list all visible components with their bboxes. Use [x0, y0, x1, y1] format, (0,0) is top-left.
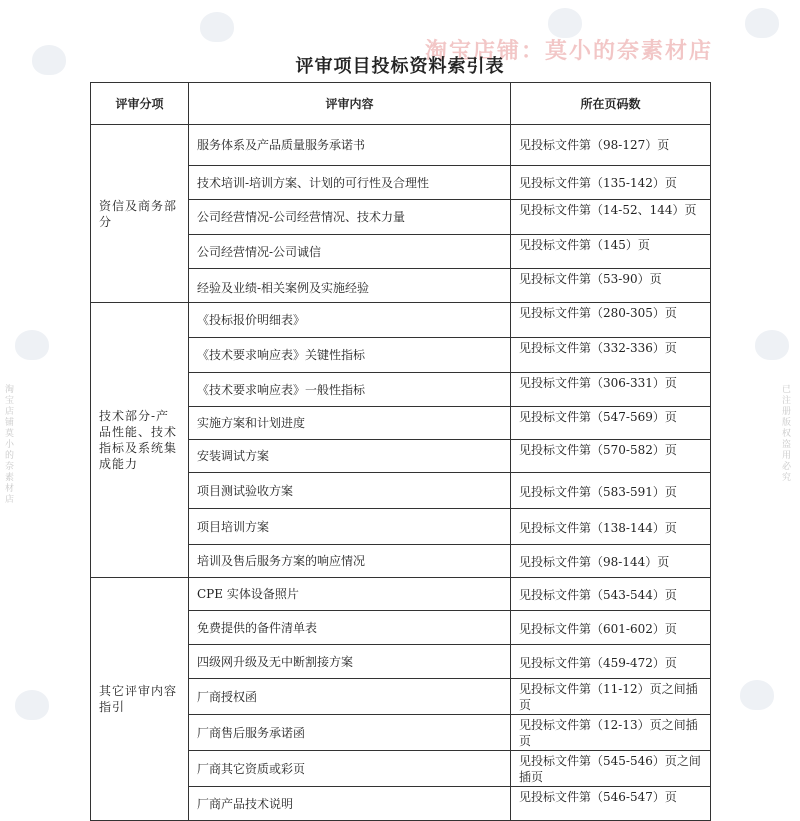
index-table [90, 82, 711, 821]
page-cell: 见投标文件第（138-144）页 [511, 509, 711, 545]
page-cell: 见投标文件第（11-12）页之间插页 [511, 679, 711, 715]
elephant-logo-icon [745, 8, 779, 38]
elephant-logo-icon [15, 690, 49, 720]
page-cell: 见投标文件第（135-142）页 [511, 166, 711, 200]
content-cell: 厂商其它资质或彩页 [189, 751, 511, 787]
header-category: 评审分项 [91, 83, 189, 125]
elephant-logo-icon [740, 680, 774, 710]
page-cell: 见投标文件第（332-336）页 [511, 338, 711, 373]
table-row [91, 578, 711, 611]
table-header-row [91, 83, 711, 125]
page-cell: 见投标文件第（53-90）页 [511, 269, 711, 303]
category-cell: 技术部分-产品性能、技术指标及系统集成能力 [91, 303, 189, 578]
page-cell: 见投标文件第（14-52、144）页 [511, 200, 711, 235]
content-cell: 厂商产品技术说明 [189, 787, 511, 821]
header-page: 所在页码数 [511, 83, 711, 125]
page-cell: 见投标文件第（280-305）页 [511, 303, 711, 338]
page-cell: 见投标文件第（459-472）页 [511, 645, 711, 679]
left-watermark: 淘宝店铺莫小的奈素材店 [5, 385, 15, 505]
content-cell: 服务体系及产品质量服务承诺书 [189, 125, 511, 166]
page-cell: 见投标文件第（543-544）页 [511, 578, 711, 611]
content-cell: 免费提供的备件清单表 [189, 611, 511, 645]
page-cell: 见投标文件第（570-582）页 [511, 440, 711, 473]
content-cell: 《技术要求响应表》一般性指标 [189, 373, 511, 407]
content-cell: 经验及业绩-相关案例及实施经验 [189, 269, 511, 303]
content-cell: CPE 实体设备照片 [189, 578, 511, 611]
category-cell: 资信及商务部分 [91, 125, 189, 303]
table-row [91, 125, 711, 166]
category-cell: 其它评审内容指引 [91, 578, 189, 821]
header-content: 评审内容 [189, 83, 511, 125]
page-cell: 见投标文件第（545-546）页之间插页 [511, 751, 711, 787]
page-cell: 见投标文件第（583-591）页 [511, 473, 711, 509]
content-cell: 公司经营情况-公司诚信 [189, 235, 511, 269]
page-cell: 见投标文件第（12-13）页之间插页 [511, 715, 711, 751]
content-cell: 技术培训-培训方案、计划的可行性及合理性 [189, 166, 511, 200]
content-cell: 厂商授权函 [189, 679, 511, 715]
content-cell: 《技术要求响应表》关键性指标 [189, 338, 511, 373]
watermark-text: 淘宝店铺：莫小的奈素材店 [425, 39, 714, 64]
page-cell: 见投标文件第（98-144）页 [511, 545, 711, 578]
content-cell: 培训及售后服务方案的响应情况 [189, 545, 511, 578]
table-row [91, 303, 711, 338]
elephant-logo-icon [15, 330, 49, 360]
elephant-logo-icon [755, 330, 789, 360]
content-cell: 实施方案和计划进度 [189, 407, 511, 440]
content-cell: 项目测试验收方案 [189, 473, 511, 509]
page-cell: 见投标文件第（98-127）页 [511, 125, 711, 166]
elephant-logo-icon [200, 12, 234, 42]
content-cell: 四级网升级及无中断割接方案 [189, 645, 511, 679]
content-cell: 厂商售后服务承诺函 [189, 715, 511, 751]
content-cell: 项目培训方案 [189, 509, 511, 545]
right-watermark: 已注册版权盗用必究 [782, 385, 792, 483]
content-cell: 安装调试方案 [189, 440, 511, 473]
page-cell: 见投标文件第（547-569）页 [511, 407, 711, 440]
page-cell: 见投标文件第（145）页 [511, 235, 711, 269]
page-cell: 见投标文件第（601-602）页 [511, 611, 711, 645]
page-cell: 见投标文件第（306-331）页 [511, 373, 711, 407]
page-title: 评审项目投标资料索引表 [295, 56, 505, 77]
content-cell: 《投标报价明细表》 [189, 303, 511, 338]
page-cell: 见投标文件第（546-547）页 [511, 787, 711, 821]
content-cell: 公司经营情况-公司经营情况、技术力量 [189, 200, 511, 235]
